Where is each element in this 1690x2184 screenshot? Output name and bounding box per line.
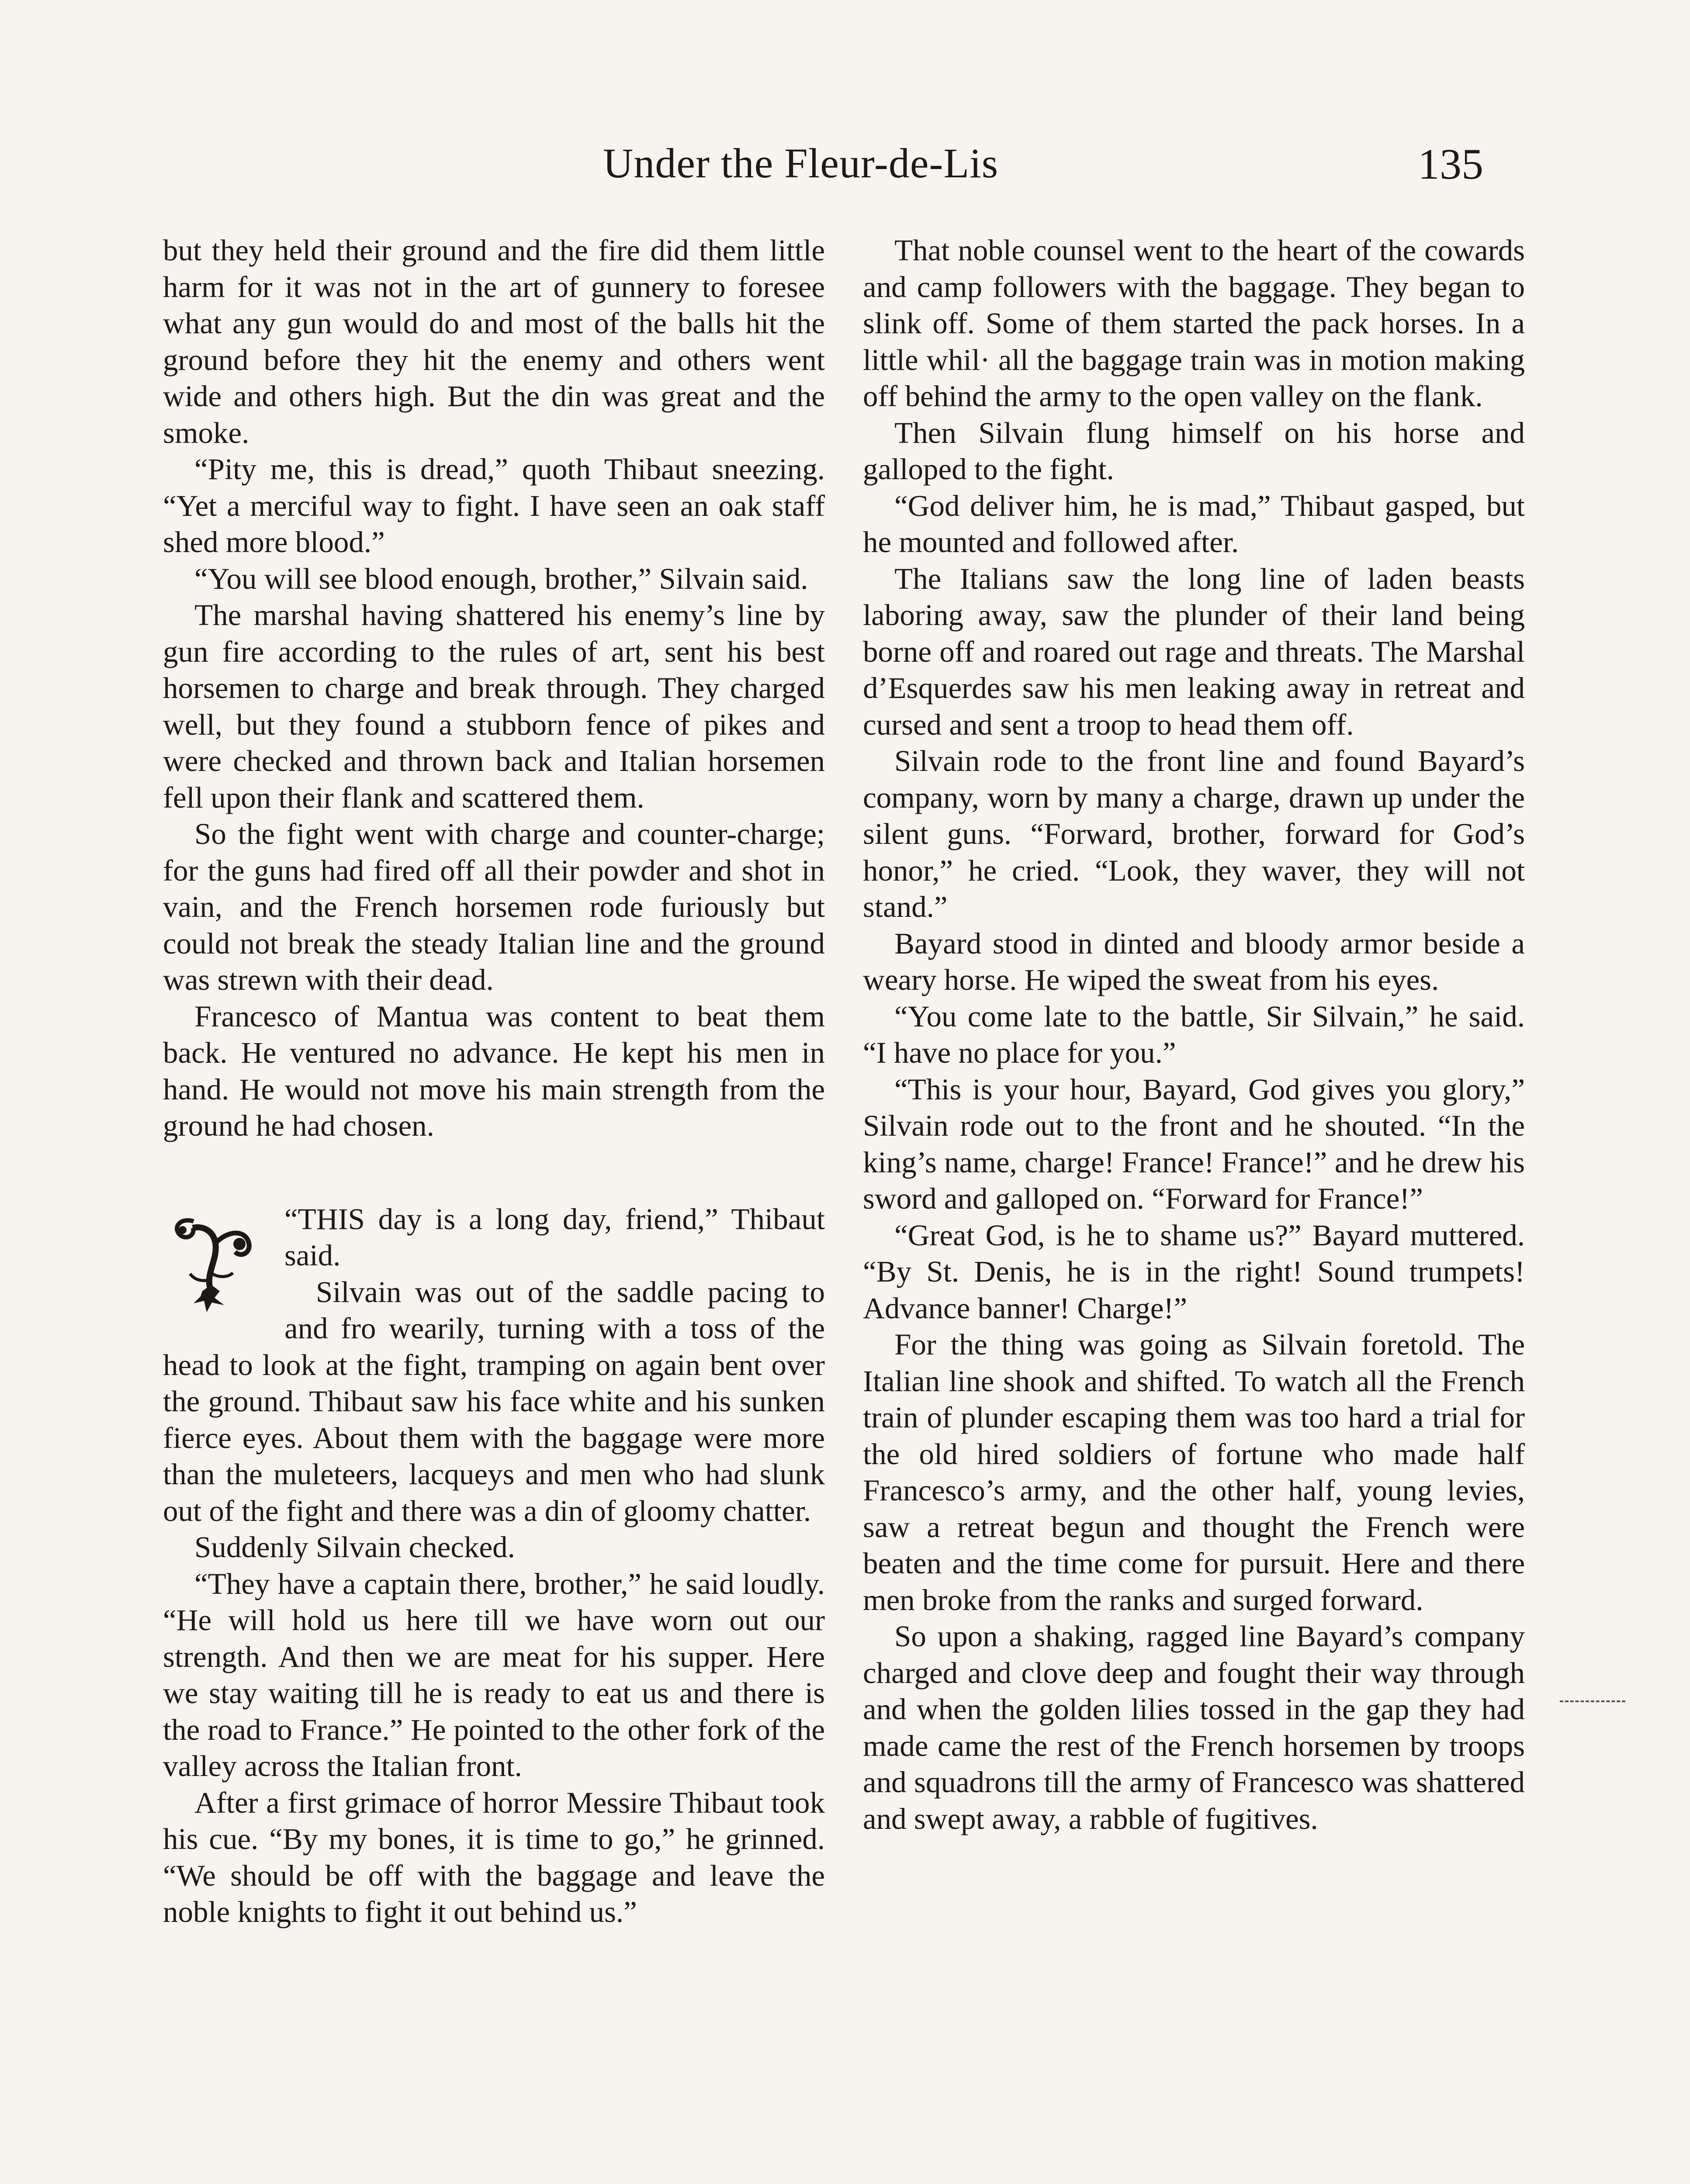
paragraph: Francesco of Mantua was content to beat them back. He ventured no advance. He kept his men in hand. He would not move his main strength from the ground he had chosen. [163,999,825,1142]
margin-mark [1560,1700,1625,1704]
paragraph: “You come late to the battle, Sir Silvain,” he said. “I have no place for you.” [863,999,1525,1069]
paragraph: “THIS day is a long day, friend,” Thibaut said. [284,1202,825,1272]
paragraph: “They have a captain there, brother,” he said loudly. “He will hold us here till we have worn out our strength. And then we are meat for his supper. Here we stay waiting till he is ready to eat us and there is the road to France.” He pointed to the other fork of the valley across the Italian front. [163,1567,825,1783]
paragraph: That noble counsel went to the heart of the cowards and camp followers with the baggage. They began to slink off. Some of them started the pack horses. In a little whil· all the baggage train was in motion making off behind the army to the open valley on the flank. [863,234,1525,413]
paragraph: Silvain rode to the front line and found Bayard’s company, worn by many a charge, drawn up under the silent guns. “Forward, brother, forward for God’s honor,” he cried. “Look, they waver, they will not stand.” [863,744,1525,923]
paragraph: “Pity me, this is dread,” quoth Thibaut sneezing. “Yet a merciful way to fight. I have seen an oak staff shed more blood.” [163,453,825,559]
paragraph: “This is your hour, Bayard, God gives you glory,” Silvain rode out to the front and he shouted. “In the king’s name, charge! France! France!” and he drew his sword and galloped on. “Forward for France!” [863,1072,1525,1215]
paragraph: For the thing was going as Silvain foretold. The Italian line shook and shifted. To watch all the French train of plunder escaping them was too hard a trial for the old hired soldiers of fortune who made half Francesco’s army, and the other half, young levies, saw a retreat begun and thought the French were beaten and the time come for pursuit. Here and there men broke from the ranks and surged forward. [863,1328,1525,1617]
section-break [163,1144,825,1201]
paragraph: but they held their ground and the fire did them little harm for it was not in the art of gunnery to foresee what any gun would do and most of the balls hit the ground before they hit the enemy and others went wide and others high. But the din was great and the smoke. [163,234,825,449]
paragraph: “You will see blood enough, brother,” Silvain said. [194,562,808,595]
paragraph: Then Silvain flung himself on his horse and galloped to the fight. [863,416,1525,486]
paragraph: “Great God, is he to shame us?” Bayard muttered. “By St. Denis, he is in the right! Sound trumpets! Advance banner! Charge!” [863,1218,1525,1325]
ornamental-dropcap-t-icon [163,1204,272,1318]
paragraph: Bayard stood in dinted and bloody armor beside a weary horse. He wiped the sweat from his eyes. [863,926,1525,996]
right-column [863,232,1525,1837]
left-column [163,232,825,1931]
paragraph: Suddenly Silvain checked. [194,1531,515,1564]
paragraph: Silvain was out of the saddle pacing to and fro wearily, turning with a toss of the head to look at the fight, tramping on again bent over the ground. Thibaut saw his face white and his sunken fierce eyes. About them with the baggage were more than the muleteers, lacqueys and men who had slunk out of the fight and there was a din of gloomy chatter. [163,1275,825,1527]
paragraph: After a first grimace of horror Messire Thibaut took his cue. “By my bones, it is time to go,” he grinned. “We should be off with the baggage and leave the noble knights to fight it out behind us.” [163,1786,825,1928]
paragraph: “God deliver him, he is mad,” Thibaut gasped, but he mounted and followed after. [863,489,1525,559]
paragraph: So upon a shaking, ragged line Bayard’s company charged and clove deep and fought their way through and when the golden lilies tossed in the gap they had made came the rest of the French horsemen by troops and squadrons till the army of Francesco was shattered and swept away, a rabble of fugitives. [863,1620,1525,1835]
page-number: 135 [1418,140,1483,188]
running-title: Under the Fleur-de-Lis [603,140,999,187]
paragraph: The Italians saw the long line of laden beasts laboring away, saw the plunder of their land being borne off and roared out rage and threats. The Marshal d’Esquerdes saw his men leaking away in retreat and cursed and sent a troop to head them off. [863,562,1525,741]
paragraph: So the fight went with charge and counter-charge; for the guns had fired off all their powder and shot in vain, and the French horsemen rode furiously but could not break the steady Italian line and the ground was strewn with their dead. [163,817,825,996]
paragraph: The marshal having shattered his enemy’s line by gun fire according to the rules of art, sent his best horsemen to charge and break through. They charged well, but they found a stubborn fence of pikes and were checked and thrown back and Italian horsemen fell upon their flank and scattered them. [163,598,825,814]
